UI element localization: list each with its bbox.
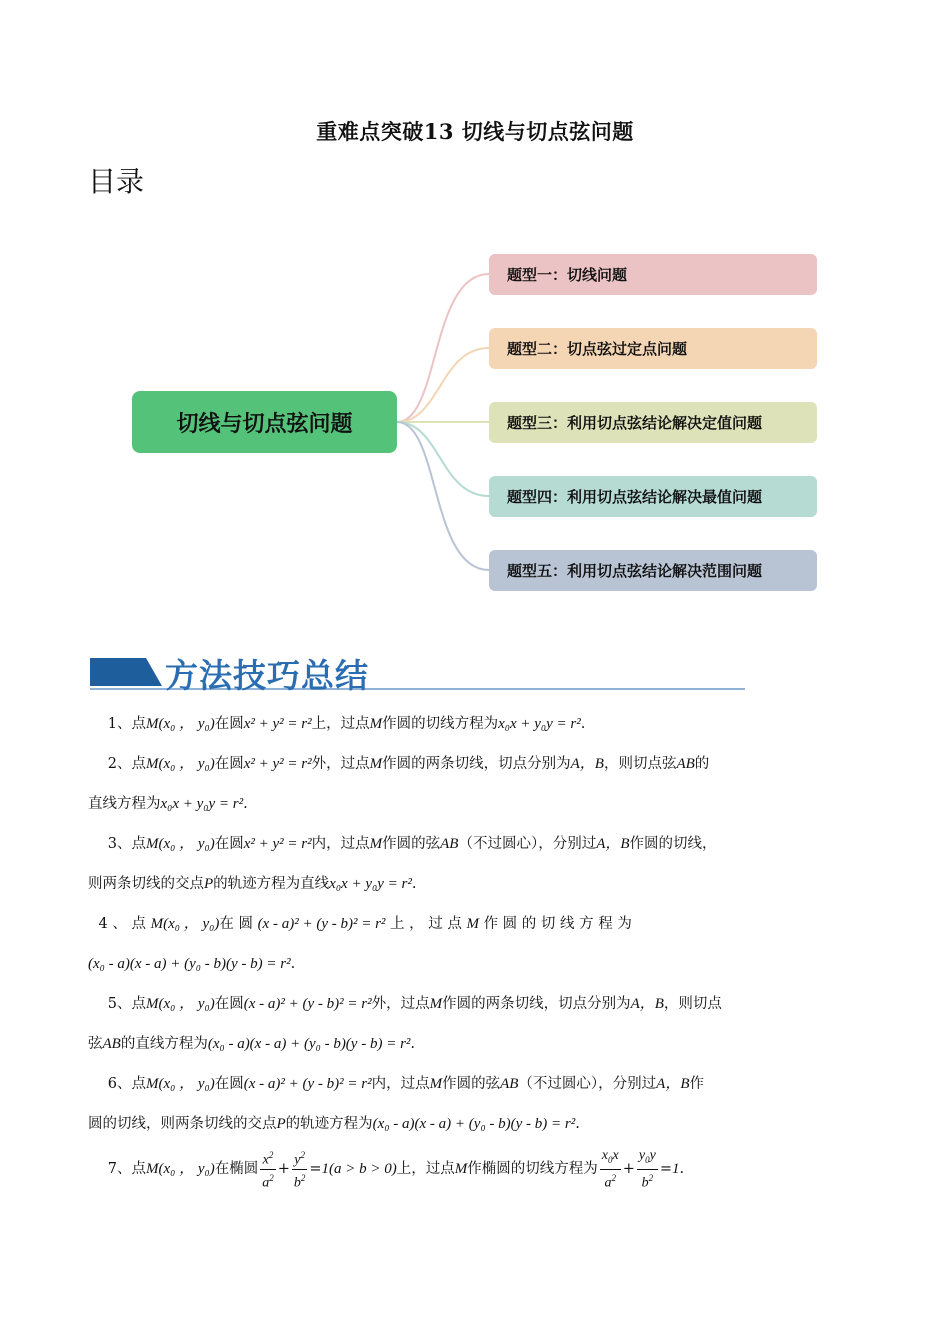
text: 作 圆 的 切 线 方 程 为 bbox=[483, 916, 632, 932]
point-m: M(x₀ ， y₀) bbox=[146, 756, 215, 772]
tangent-rhs: 1 bbox=[671, 1161, 680, 1177]
text: 作圆的弦 bbox=[442, 1076, 501, 1092]
text: 内，过点 bbox=[371, 1076, 430, 1092]
circle-eq: x² + y² = r² bbox=[243, 756, 312, 772]
text: 在圆 bbox=[214, 996, 244, 1012]
mindmap-branch-1: 题型一：切线问题 bbox=[489, 254, 817, 295]
text: 在圆 bbox=[214, 836, 244, 852]
point-m: M(x₀ ， y₀) bbox=[146, 716, 215, 732]
text: 直线方程为 bbox=[88, 796, 161, 812]
item-number: 3、点 bbox=[107, 836, 146, 852]
item-4-cont bbox=[88, 944, 864, 984]
point-m: M(x₀ ， y₀) bbox=[146, 836, 215, 852]
text: . bbox=[411, 876, 417, 892]
circle-eq: (x - a)² + (y - b)² = r² bbox=[243, 996, 372, 1012]
m-label: M bbox=[429, 996, 443, 1012]
text: . bbox=[580, 716, 586, 732]
text: 在圆 bbox=[214, 756, 244, 772]
item-3 bbox=[88, 824, 864, 864]
text: . bbox=[679, 1161, 685, 1177]
locus-eq: (x₀ - a)(x - a) + (y₀ - b)(y - b) = r² bbox=[372, 1116, 576, 1132]
item-3-cont bbox=[88, 864, 864, 904]
ab-points: A，B bbox=[630, 996, 664, 1012]
ab-label: AB bbox=[500, 1076, 519, 1092]
text: . bbox=[410, 1036, 416, 1052]
ab-label: AB bbox=[676, 756, 695, 772]
mindmap-branch-4: 题型四：利用切点弦结论解决最值问题 bbox=[489, 476, 817, 517]
text: 作圆的弦 bbox=[382, 836, 441, 852]
m-label: M bbox=[429, 1076, 443, 1092]
m-label: M bbox=[466, 916, 479, 932]
circle-eq: (x - a)² + (y - b)² = r² bbox=[257, 916, 386, 932]
text: 外，过点 bbox=[371, 996, 430, 1012]
point-m: M(x₀ ， y₀) bbox=[146, 1161, 215, 1177]
item-2 bbox=[88, 744, 864, 784]
mindmap-branch-2: 题型二：切点弦过定点问题 bbox=[489, 328, 817, 369]
p-label: P bbox=[204, 876, 214, 892]
item-number: 7、点 bbox=[107, 1161, 146, 1177]
tangent-eq: x₀x + y₀y = r² bbox=[498, 716, 581, 732]
text: . bbox=[243, 796, 248, 812]
p-label: P bbox=[276, 1116, 286, 1132]
text: 的轨迹方程为直线 bbox=[213, 876, 330, 892]
text: 作圆的两条切线，切点分别为 bbox=[382, 756, 571, 772]
text: 作圆的切线， bbox=[629, 836, 717, 852]
text: 上，过点 bbox=[396, 1161, 455, 1177]
ab-points: A，B bbox=[656, 1076, 690, 1092]
m-label: M bbox=[369, 836, 383, 852]
text: 的直线方程为 bbox=[120, 1036, 208, 1052]
item-number: 5、点 bbox=[107, 996, 146, 1012]
point-m: M(x₀ ， y₀) bbox=[146, 996, 215, 1012]
mindmap bbox=[0, 230, 950, 610]
ab-label: AB bbox=[440, 836, 459, 852]
toc-heading: 目录 bbox=[88, 165, 145, 198]
text: . bbox=[290, 956, 296, 972]
circle-eq: x² + y² = r² bbox=[243, 836, 312, 852]
ellipse-frac-x: $\frac{x^2}{a^2}$ bbox=[260, 1147, 276, 1191]
chord-eq: x₀x + y₀y = r² bbox=[160, 796, 244, 812]
m-label: M bbox=[454, 1161, 468, 1177]
chord-eq: (x₀ - a)(x - a) + (y₀ - b)(y - b) = r² bbox=[207, 1036, 411, 1052]
item-5-cont bbox=[88, 1024, 864, 1064]
text: ，则切点 bbox=[663, 996, 722, 1012]
ab-label: AB bbox=[102, 1036, 121, 1052]
circle-eq: x² + y² = r² bbox=[243, 716, 312, 732]
text: 在椭圆 bbox=[214, 1161, 259, 1177]
locus-eq: x₀x + y₀y = r² bbox=[329, 876, 412, 892]
ab-points: A，B bbox=[570, 756, 604, 772]
text: 上，过点 bbox=[311, 716, 370, 732]
text: 作圆的两条切线，切点分别为 bbox=[442, 996, 631, 1012]
ellipse-condition: 1(a > b > 0) bbox=[321, 1161, 397, 1177]
m-label: M bbox=[369, 716, 383, 732]
item-2-cont bbox=[88, 784, 864, 824]
item-4 bbox=[88, 904, 864, 944]
item-number: 4 、 点 bbox=[98, 916, 146, 932]
ellipse-frac-y: $\frac{y^2}{b^2}$ bbox=[292, 1147, 308, 1191]
connector-1 bbox=[397, 274, 489, 422]
text: 作圆的切线方程为 bbox=[382, 716, 499, 732]
text: 的轨迹方程为 bbox=[285, 1116, 373, 1132]
text: 作椭圆的切线方程为 bbox=[467, 1161, 598, 1177]
connector-5 bbox=[397, 422, 489, 570]
page-title: 重难点突破13 切线与切点弦问题 bbox=[316, 119, 634, 144]
tangent-frac-y: $\frac{y_0y}{b^2}$ bbox=[638, 1147, 656, 1191]
m-label: M bbox=[369, 756, 383, 772]
item-number: 6、点 bbox=[107, 1076, 146, 1092]
text: 在圆 bbox=[214, 716, 244, 732]
text: （不过圆心），分别过 bbox=[518, 1076, 657, 1092]
item-6-cont bbox=[88, 1104, 864, 1144]
connector-2 bbox=[397, 348, 489, 422]
text: 的 bbox=[694, 756, 710, 772]
text: 在 圆 bbox=[219, 916, 253, 932]
mindmap-center-node: 切线与切点弦问题 bbox=[132, 391, 397, 453]
item-7: 7、点M(x₀ ， y₀)在椭圆 $\frac{x^2}{a^2}$ + $\frac{y^2}{b^2}$ =1(a > b > 0)上，过点M作椭圆的切线方程为 $\frac{x_0x}{a^2}$ + $\frac{y_0y}{b^2}$ =1. bbox=[88, 1144, 864, 1194]
mindmap-branch-3: 题型三：利用切点弦结论解决定值问题 bbox=[489, 402, 817, 443]
tangent-frac-x: $\frac{x_0x}{a^2}$ bbox=[601, 1147, 619, 1191]
text: 上 ， 过 点 bbox=[390, 916, 462, 932]
text: . bbox=[575, 1116, 580, 1132]
point-m: M(x₀ ， y₀) bbox=[150, 916, 220, 932]
method-summary bbox=[88, 704, 864, 1194]
item-number: 2、点 bbox=[107, 756, 146, 772]
item-5 bbox=[88, 984, 864, 1024]
section-title: 方法技巧总结 bbox=[165, 656, 369, 695]
item-1 bbox=[88, 704, 864, 744]
text: 内，过点 bbox=[311, 836, 370, 852]
mindmap-branch-5: 题型五：利用切点弦结论解决范围问题 bbox=[489, 550, 817, 591]
text: ，则切点弦 bbox=[603, 756, 677, 772]
text: 在圆 bbox=[214, 1076, 244, 1092]
text: 作 bbox=[689, 1076, 704, 1092]
item-6 bbox=[88, 1064, 864, 1104]
point-m: M(x₀ ， y₀) bbox=[146, 1076, 215, 1092]
text: （不过圆心），分别过 bbox=[458, 836, 597, 852]
connector-4 bbox=[397, 422, 489, 496]
ab-points: A，B bbox=[596, 836, 630, 852]
text: 外，过点 bbox=[311, 756, 370, 772]
item-number: 1、点 bbox=[107, 716, 146, 732]
text: 弦 bbox=[88, 1036, 103, 1052]
text: 圆的切线，则两条切线的交点 bbox=[88, 1116, 277, 1132]
tangent-eq: (x₀ - a)(x - a) + (y₀ - b)(y - b) = r² bbox=[88, 956, 291, 972]
circle-eq: (x - a)² + (y - b)² = r² bbox=[243, 1076, 372, 1092]
text: 则两条切线的交点 bbox=[88, 876, 204, 892]
